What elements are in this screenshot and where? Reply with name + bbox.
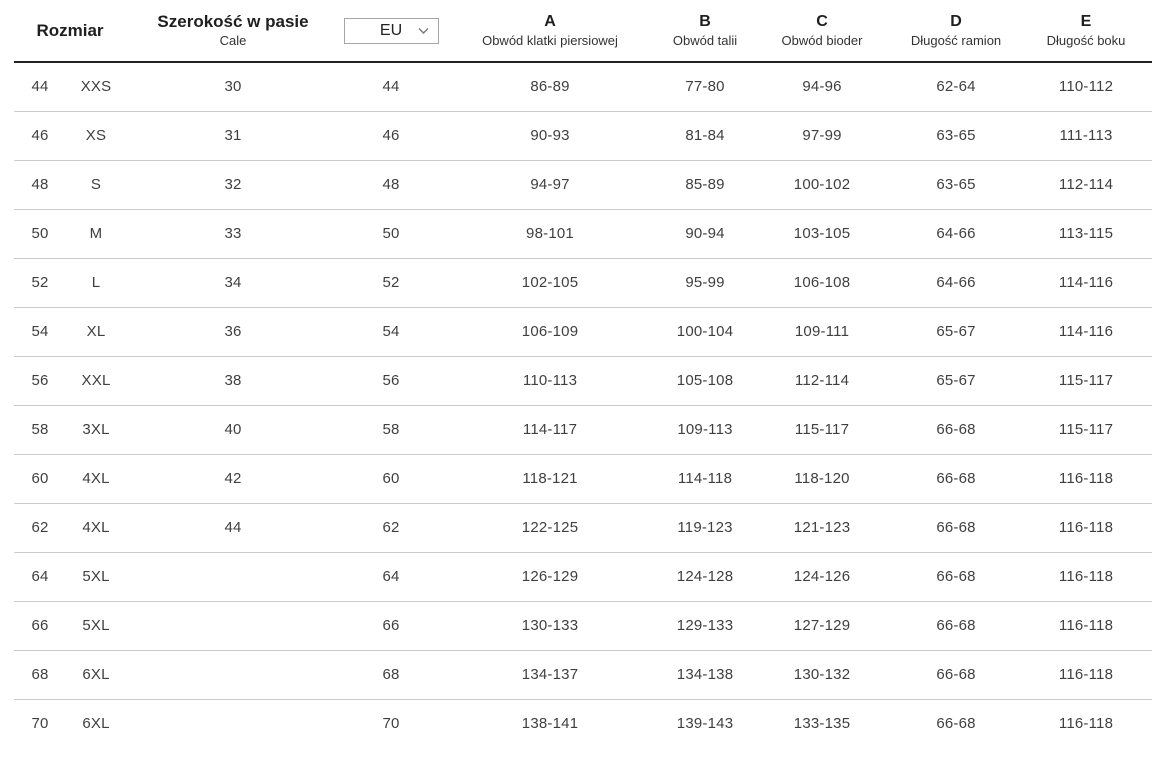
cell-waist-b: 90-94 [658, 209, 752, 258]
column-header-side-length [1020, 0, 1152, 62]
cell-arm-d: 64-66 [892, 258, 1020, 307]
cell-arm-d: 66-68 [892, 650, 1020, 699]
cell-waist-inches: 31 [126, 111, 340, 160]
cell-hips-c: 121-123 [752, 503, 892, 552]
cell-size-intl: 6XL [66, 650, 126, 699]
cell-arm-d: 66-68 [892, 405, 1020, 454]
waist-circ-header-sub: Obwód talii [672, 32, 738, 48]
cell-size-eu: 60 [14, 454, 66, 503]
cell-side-e: 113-115 [1020, 209, 1152, 258]
cell-size-intl: XL [66, 307, 126, 356]
cell-size-eu: 68 [14, 650, 66, 699]
cell-waist-inches: 32 [126, 160, 340, 209]
table-row [14, 356, 1152, 405]
region-select-value: EU [379, 21, 403, 39]
cell-waist-inches: 38 [126, 356, 340, 405]
table-row [14, 209, 1152, 258]
cell-hips-c: 118-120 [752, 454, 892, 503]
cell-size-eu: 50 [14, 209, 66, 258]
cell-size-eu-value: 44 [340, 62, 442, 111]
cell-side-e: 116-118 [1020, 601, 1152, 650]
cell-size-intl: XXL [66, 356, 126, 405]
cell-hips-c: 109-111 [752, 307, 892, 356]
cell-hips-c: 115-117 [752, 405, 892, 454]
cell-chest-a: 106-109 [442, 307, 658, 356]
cell-hips-c: 124-126 [752, 552, 892, 601]
cell-size-intl: S [66, 160, 126, 209]
cell-hips-c: 112-114 [752, 356, 892, 405]
region-select[interactable] [344, 18, 439, 44]
cell-chest-a: 86-89 [442, 62, 658, 111]
cell-size-eu: 62 [14, 503, 66, 552]
cell-size-intl: 5XL [66, 601, 126, 650]
cell-side-e: 114-116 [1020, 307, 1152, 356]
cell-side-e: 112-114 [1020, 160, 1152, 209]
cell-arm-d: 62-64 [892, 62, 1020, 111]
waist-circ-header-letter: B [699, 12, 711, 30]
cell-hips-c: 106-108 [752, 258, 892, 307]
cell-size-eu-value: 70 [382, 715, 400, 733]
table-row [14, 307, 1152, 356]
chest-header-letter: A [544, 12, 556, 30]
arm-length-header-letter: D [950, 12, 962, 30]
column-header-hips [752, 0, 892, 62]
cell-size-eu-value: 64 [340, 552, 442, 601]
cell-hips-c: 100-102 [752, 160, 892, 209]
cell-chest-a: 90-93 [442, 111, 658, 160]
cell-size-intl: 6XL [82, 715, 110, 733]
cell-side-e: 116-118 [1058, 715, 1114, 733]
cell-waist-inches: 36 [126, 307, 340, 356]
cell-hips-c: 130-132 [752, 650, 892, 699]
cell-waist-b: 109-113 [658, 405, 752, 454]
cell-chest-a: 114-117 [442, 405, 658, 454]
cell-size-eu-value: 58 [340, 405, 442, 454]
cell-size-intl: 4XL [66, 454, 126, 503]
cell-arm-d: 66-68 [936, 715, 976, 733]
cell-hips-c: 133-135 [793, 715, 851, 733]
cell-hips-c: 94-96 [752, 62, 892, 111]
cell-waist-b: 95-99 [658, 258, 752, 307]
table-row [14, 111, 1152, 160]
table-row [14, 650, 1152, 699]
cell-size-intl: XS [66, 111, 126, 160]
table-row [14, 552, 1152, 601]
cell-size-eu-value: 46 [340, 111, 442, 160]
cell-size-intl: 3XL [66, 405, 126, 454]
cell-size-eu: 46 [14, 111, 66, 160]
cell-waist-b: 100-104 [658, 307, 752, 356]
column-header-waist-width [126, 0, 340, 62]
cell-size-intl: XXS [66, 62, 126, 111]
table-row [14, 454, 1152, 503]
arm-length-header-sub: Długość ramion [910, 32, 1002, 48]
cell-size-eu-value: 68 [340, 650, 442, 699]
cell-chest-a: 102-105 [442, 258, 658, 307]
table-body [14, 62, 1152, 748]
cell-size-eu: 54 [14, 307, 66, 356]
cell-arm-d: 64-66 [892, 209, 1020, 258]
cell-chest-a: 122-125 [442, 503, 658, 552]
cell-arm-d: 65-67 [892, 356, 1020, 405]
table-row [14, 699, 1152, 748]
cell-waist-b: 124-128 [658, 552, 752, 601]
cell-hips-c: 103-105 [752, 209, 892, 258]
cell-chest-a: 126-129 [442, 552, 658, 601]
cell-waist-inches [126, 650, 340, 699]
cell-size-eu-value: 56 [340, 356, 442, 405]
cell-size-eu: 64 [14, 552, 66, 601]
table-row [14, 258, 1152, 307]
cell-waist-inches: 34 [126, 258, 340, 307]
waist-header-label: Szerokość w pasie [157, 11, 309, 31]
table-row [14, 601, 1152, 650]
cell-size-intl: 5XL [66, 552, 126, 601]
chevron-down-icon [418, 27, 429, 34]
cell-side-e: 111-113 [1020, 111, 1152, 160]
cell-size-eu: 44 [14, 62, 66, 111]
cell-waist-b: 81-84 [658, 111, 752, 160]
cell-size-eu: 52 [14, 258, 66, 307]
cell-size-intl: L [66, 258, 126, 307]
cell-waist-b: 114-118 [658, 454, 752, 503]
cell-waist-b: 105-108 [658, 356, 752, 405]
waist-header-unit: Cale [219, 33, 247, 49]
cell-waist-b: 139-143 [676, 715, 734, 733]
cell-size-eu: 58 [14, 405, 66, 454]
cell-arm-d: 65-67 [892, 307, 1020, 356]
cell-waist-inches: 40 [126, 405, 340, 454]
column-header-size [14, 0, 126, 62]
cell-waist-inches: 30 [126, 62, 340, 111]
cell-size-eu-value: 50 [340, 209, 442, 258]
cell-size-eu-value: 62 [340, 503, 442, 552]
cell-size-eu-value: 54 [340, 307, 442, 356]
cell-side-e: 116-118 [1020, 503, 1152, 552]
cell-waist-b: 85-89 [658, 160, 752, 209]
cell-waist-b: 129-133 [658, 601, 752, 650]
cell-size-eu: 56 [14, 356, 66, 405]
cell-waist-b: 134-138 [658, 650, 752, 699]
column-header-arm-length [892, 0, 1020, 62]
cell-side-e: 116-118 [1020, 552, 1152, 601]
cell-side-e: 115-117 [1020, 356, 1152, 405]
header-row [14, 0, 1152, 62]
size-chart-table [14, 0, 1152, 748]
table-row [14, 160, 1152, 209]
cell-waist-inches: 44 [126, 503, 340, 552]
cell-arm-d: 66-68 [892, 503, 1020, 552]
table-row [14, 405, 1152, 454]
cell-chest-a: 110-113 [442, 356, 658, 405]
cell-waist-inches [126, 552, 340, 601]
cell-size-eu-value: 66 [340, 601, 442, 650]
cell-size-eu-value: 48 [340, 160, 442, 209]
cell-size-intl: 4XL [66, 503, 126, 552]
cell-arm-d: 66-68 [892, 454, 1020, 503]
cell-side-e: 110-112 [1020, 62, 1152, 111]
side-length-header-sub: Długość boku [1046, 32, 1126, 48]
cell-chest-a: 98-101 [442, 209, 658, 258]
cell-size-eu: 70 [31, 715, 49, 733]
cell-chest-a: 118-121 [442, 454, 658, 503]
cell-waist-inches: 42 [126, 454, 340, 503]
table-header [14, 0, 1152, 62]
cell-size-eu: 66 [14, 601, 66, 650]
cell-size-eu-value: 52 [340, 258, 442, 307]
side-length-header-letter: E [1080, 12, 1092, 30]
cell-chest-a: 94-97 [442, 160, 658, 209]
cell-size-intl: M [66, 209, 126, 258]
table-row [14, 503, 1152, 552]
cell-side-e: 115-117 [1020, 405, 1152, 454]
cell-waist-b: 77-80 [658, 62, 752, 111]
cell-waist-inches [126, 601, 340, 650]
cell-hips-c: 127-129 [752, 601, 892, 650]
cell-waist-b: 119-123 [658, 503, 752, 552]
cell-side-e: 116-118 [1020, 650, 1152, 699]
column-header-chest [442, 0, 658, 62]
column-header-region [340, 0, 442, 62]
chest-header-sub: Obwód klatki piersiowej [482, 32, 618, 48]
hips-header-letter: C [816, 12, 828, 30]
size-header-label: Rozmiar [36, 20, 104, 40]
cell-hips-c: 97-99 [752, 111, 892, 160]
cell-size-eu: 48 [14, 160, 66, 209]
cell-arm-d: 63-65 [892, 111, 1020, 160]
cell-waist-inches: 33 [126, 209, 340, 258]
cell-arm-d: 63-65 [892, 160, 1020, 209]
cell-chest-a: 138-141 [521, 715, 579, 733]
cell-chest-a: 134-137 [442, 650, 658, 699]
cell-side-e: 114-116 [1020, 258, 1152, 307]
hips-header-sub: Obwód bioder [781, 32, 863, 48]
table-row [14, 62, 1152, 111]
cell-arm-d: 66-68 [892, 601, 1020, 650]
cell-size-eu-value: 60 [340, 454, 442, 503]
cell-waist-inches [126, 699, 340, 748]
column-header-waist-circ [658, 0, 752, 62]
cell-side-e: 116-118 [1020, 454, 1152, 503]
cell-arm-d: 66-68 [892, 552, 1020, 601]
cell-chest-a: 130-133 [442, 601, 658, 650]
